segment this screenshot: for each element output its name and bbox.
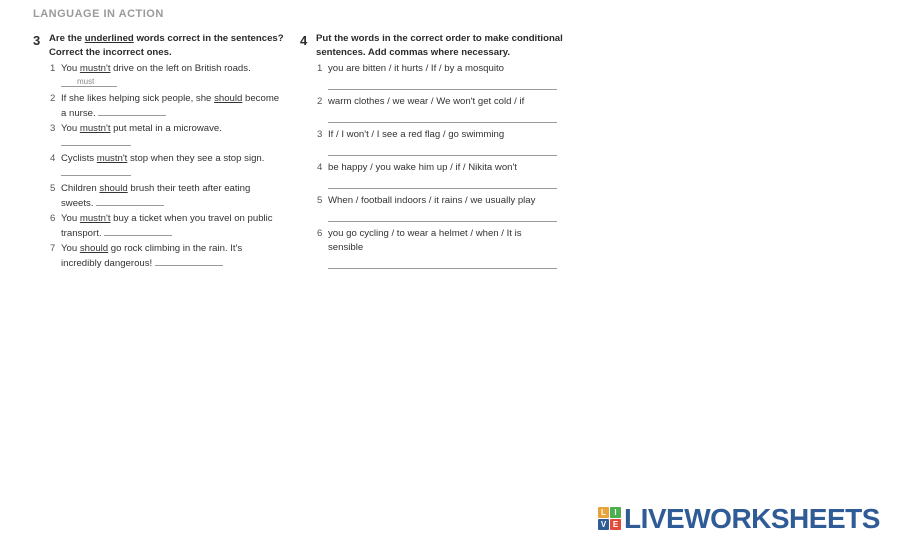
item-text: If / I won't / I see a red flag / go swimming	[328, 129, 505, 140]
exercise-instruction: Are the underlined words correct in the sentences? Correct the incorrect ones.	[49, 33, 284, 58]
item-text: you go cycling / to wear a helmet / when / It is sensible	[328, 228, 522, 253]
answer-line[interactable]	[328, 122, 557, 123]
item-text: Cyclists mustn't stop when they see a stop sign.	[61, 152, 264, 180]
underlined-word: should	[99, 183, 128, 194]
logo-text: LIVEWORKSHEETS	[624, 503, 880, 534]
item-number: 1	[50, 63, 56, 74]
item-number: 3	[50, 123, 56, 134]
answer-blank[interactable]	[104, 226, 172, 236]
answer-blank[interactable]	[61, 166, 131, 176]
exercise-number: 4	[300, 33, 308, 48]
exercise-instruction: Put the words in the correct order to make conditional sentences. Add commas where necessary.	[316, 33, 563, 58]
badge-letter: L	[598, 507, 609, 518]
example-answer: must	[61, 77, 117, 87]
item-text: When / football indoors / it rains / we usually play	[328, 195, 536, 206]
item-number: 4	[317, 162, 323, 173]
item-number: 5	[50, 183, 56, 194]
item-text: You mustn't put metal in a microwave.	[61, 122, 222, 150]
underlined-word: mustn't	[79, 63, 111, 74]
badge-letter: E	[610, 519, 621, 530]
answer-line[interactable]	[328, 155, 557, 156]
underlined-word: mustn't	[96, 153, 128, 164]
underlined-word: should	[214, 93, 243, 104]
answer-blank[interactable]	[98, 106, 166, 116]
item-number: 6	[317, 228, 323, 239]
answer-blank[interactable]	[61, 136, 131, 146]
item-text: you are bitten / it hurts / If / by a mosquito	[328, 63, 504, 74]
item-text: be happy / you wake him up / if / Nikita won't	[328, 162, 518, 173]
answer-blank[interactable]	[96, 196, 164, 206]
section-heading: LANGUAGE IN ACTION	[33, 8, 164, 20]
item-number: 6	[50, 213, 56, 224]
item-number: 2	[317, 96, 323, 107]
item-number: 2	[50, 93, 56, 104]
answer-line[interactable]	[328, 188, 557, 189]
item-number: 3	[317, 129, 323, 140]
answer-line[interactable]	[328, 221, 557, 222]
badge-letter: I	[610, 507, 621, 518]
item-text: You should go rock climbing in the rain. It's incredibly dangerous!	[61, 243, 243, 269]
logo-badge-icon	[598, 507, 622, 531]
answer-line[interactable]	[328, 89, 557, 90]
item-number: 4	[50, 153, 56, 164]
answer-blank[interactable]	[155, 256, 223, 266]
exercise-number: 3	[33, 33, 41, 48]
item-text: If she likes helping sick people, she should become a nurse.	[61, 93, 280, 119]
item-text: You mustn't buy a ticket when you travel on public transport.	[61, 213, 273, 239]
item-number: 7	[50, 243, 56, 254]
underlined-word: mustn't	[79, 213, 111, 224]
item-text: Children should brush their teeth after eating sweets.	[61, 183, 251, 209]
item-text: You mustn't drive on the left on British roads.	[61, 63, 251, 74]
underlined-word: mustn't	[79, 123, 111, 134]
item-number: 1	[317, 63, 323, 74]
underlined-word: should	[79, 243, 109, 254]
badge-letter: V	[598, 519, 609, 530]
answer-line[interactable]	[328, 268, 557, 269]
item-text: warm clothes / we wear / We won't get cold / if	[328, 96, 525, 107]
item-number: 5	[317, 195, 323, 206]
